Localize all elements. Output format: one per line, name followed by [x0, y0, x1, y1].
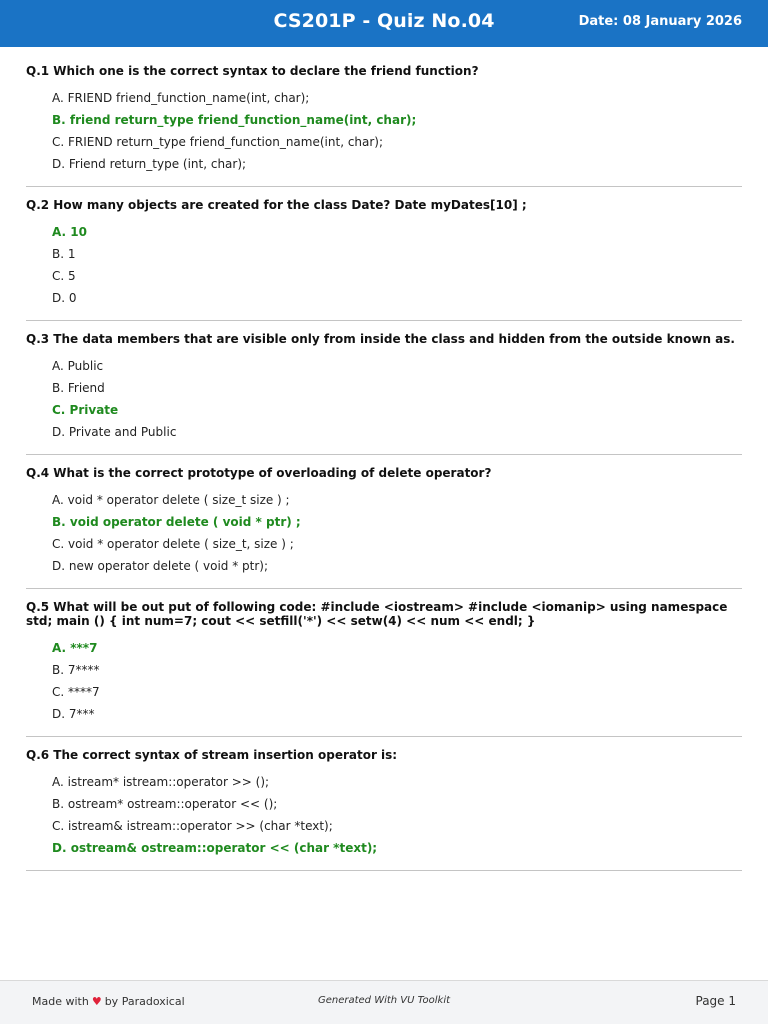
option-a: A. istream* istream::operator >> ();: [52, 775, 270, 789]
author-label: by Paradoxical: [104, 995, 185, 1008]
option-d-correct: D. ostream& ostream::operator << (char *text);: [52, 841, 378, 855]
heart-icon: ♥: [91, 995, 102, 1008]
option-list: [52, 221, 742, 309]
option-c: C. istream& istream::operator >> (char *text);: [52, 819, 333, 833]
question-3: [26, 332, 742, 455]
option-d: D. Private and Public: [52, 425, 177, 439]
option-list: [52, 355, 742, 443]
option-b: B. Friend: [52, 381, 105, 395]
question-text: Q.6 The correct syntax of stream insertion operator is:: [26, 748, 398, 762]
question-text: Q.4 What is the correct prototype of overloading of delete operator?: [26, 466, 492, 480]
question-1: [26, 64, 742, 187]
option-b: B. ostream* ostream::operator << ();: [52, 797, 278, 811]
question-text: Q.1 Which one is the correct syntax to declare the friend function?: [26, 64, 479, 78]
option-c: C. FRIEND return_type friend_function_name(int, char);: [52, 135, 384, 149]
option-d: D. 7***: [52, 707, 95, 721]
option-d: D. Friend return_type (int, char);: [52, 157, 247, 171]
option-list: [52, 771, 742, 859]
question-list: [26, 64, 742, 882]
option-c: C. 5: [52, 269, 76, 283]
option-list: [52, 87, 742, 175]
option-a: A. void * operator delete ( size_t size ) ;: [52, 493, 290, 507]
question-6: [26, 748, 742, 871]
option-c: C. ****7: [52, 685, 100, 699]
question-5: [26, 600, 742, 737]
option-c-correct: C. Private: [52, 403, 119, 417]
question-4: [26, 466, 742, 589]
question-text: Q.2 How many objects are created for the class Date? Date myDates[10] ;: [26, 198, 527, 212]
option-b: B. 1: [52, 247, 76, 261]
quiz-title: CS201P - Quiz No.04: [273, 10, 495, 32]
page-footer: [0, 980, 768, 1024]
option-d: D. 0: [52, 291, 77, 305]
header-bar: [0, 0, 768, 47]
made-with-label: Made with: [32, 995, 89, 1008]
option-b-correct: B. friend return_type friend_function_name(int, char);: [52, 113, 417, 127]
option-b: B. 7****: [52, 663, 100, 677]
question-text: Q.3 The data members that are visible only from inside the class and hidden from the outside known as.: [26, 332, 735, 346]
option-list: [52, 637, 742, 725]
generated-with-label: Generated With VU Toolkit: [317, 995, 451, 1006]
option-a-correct: A. ***7: [52, 641, 98, 655]
question-2: [26, 198, 742, 321]
option-a: A. FRIEND friend_function_name(int, char);: [52, 91, 310, 105]
option-list: [52, 489, 742, 577]
question-text: Q.5 What will be out put of following code: #include <iostream> #include <iomanip> using namespace std; main () { int num=7; cout << setfill('*') << setw(4) << num << endl; }: [26, 600, 728, 628]
option-b-correct: B. void operator delete ( void * ptr) ;: [52, 515, 301, 529]
option-a-correct: A. 10: [52, 225, 87, 239]
option-a: A. Public: [52, 359, 104, 373]
page-number: Page 1: [695, 994, 736, 1008]
quiz-date: Date: 08 January 2026: [578, 14, 742, 29]
option-c: C. void * operator delete ( size_t, size ) ;: [52, 537, 294, 551]
option-d: D. new operator delete ( void * ptr);: [52, 559, 269, 573]
